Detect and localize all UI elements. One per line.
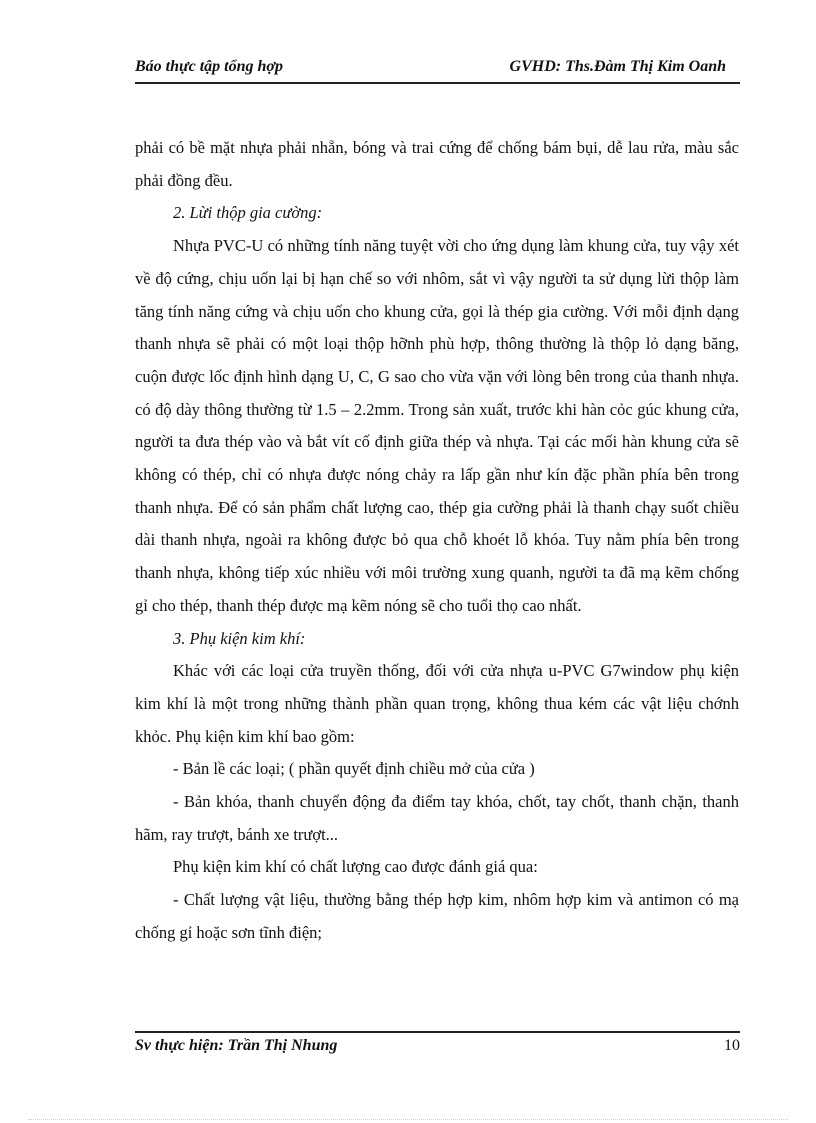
page-bottom-dotted-line [28, 1119, 788, 1120]
page-footer [135, 1037, 740, 1059]
header-report-title: Báo thực tập tổng hợp [135, 58, 283, 75]
header-divider [135, 82, 740, 84]
paragraph-quality-criteria: Phụ kiện kim khí có chất lượng cao được đánh giá qua: [173, 857, 538, 877]
footer-divider [135, 1031, 740, 1033]
section-heading-reinforcement: 2. Lừi thộp gia cường: [173, 203, 323, 223]
document-body [135, 132, 739, 950]
page-header [135, 56, 740, 82]
footer-student: Sv thực hiện: Trần Thị Nhung [135, 1037, 338, 1054]
paragraph-hardware-intro: Khác với các loại cửa truyền thống, đối với cửa nhựa u-PVC G7window phụ kiện kim khí là một trong những thành phần quan trọng, không thua kém các vật liệu chớnh khỏc. Phụ kiện kim khí bao gồm: [135, 661, 739, 746]
header-supervisor: GVHD: Ths.Đàm Thị Kim Oanh [509, 58, 726, 75]
list-item-locks: - Bản khóa, thanh chuyển động đa điểm tay khóa, chốt, tay chốt, thanh chặn, thanh hãm, ray trượt, bánh xe trượt... [135, 792, 739, 844]
paragraph-reinforcement: Nhựa PVC-U có những tính năng tuyệt vời cho ứng dụng làm khung cửa, tuy vậy xét về độ cứng, chịu uốn lại bị hạn chế so với nhôm, sắt vì vậy người ta sử dụng lừi thộp làm tăng tính năng cứng và chịu uốn cho khung cửa, gọi là thép gia cường. Với mỗi định dạng thanh nhựa sẽ phải có một loại thộp hỡnh phù hợp, thông thường là thộp lỏ dạng băng, cuộn được lốc định hình dạng U, C, G sao cho vừa vặn với lòng bên trong của thanh nhựa. có độ dày thông thường từ 1.5 – 2.2mm. Trong sản xuất, trước khi hàn cỏc gúc khung cửa, người ta đưa thép vào và bắt vít cố định giữa thép và nhựa. Tại các mối hàn khung cửa sẽ không có thép, chỉ có nhựa được nóng chảy ra lấp gần như kín đặc phần phía bên trong thanh nhựa. Để có sản phẩm chất lượng cao, thép gia cường phải là thanh chạy suốt chiều dài thanh nhựa, ngoài ra không được bỏ qua chỗ khoét lỗ khóa. Tuy nằm phía bên trong thanh nhựa, không tiếp xúc nhiều với môi trường xung quanh, người ta đã mạ kẽm chống gỉ cho thép, thanh thép được mạ kẽm nóng sẽ cho tuổi thọ cao nhất. [135, 236, 739, 615]
list-item-hinges: - Bản lề các loại; ( phần quyết định chiều mở của cửa ) [173, 759, 535, 779]
list-item-materials: - Chất lượng vật liệu, thường bằng thép hợp kim, nhôm hợp kim và antimon có mạ chống gỉ hoặc sơn tĩnh điện; [135, 890, 739, 942]
page-number: 10 [724, 1037, 740, 1054]
paragraph-continuation: phải có bề mặt nhựa phải nhẵn, bóng và trai cứng để chống bám bụi, dễ lau rửa, màu sắc phải đồng đều. [135, 138, 739, 190]
section-heading-hardware: 3. Phụ kiện kim khí: [173, 628, 306, 648]
